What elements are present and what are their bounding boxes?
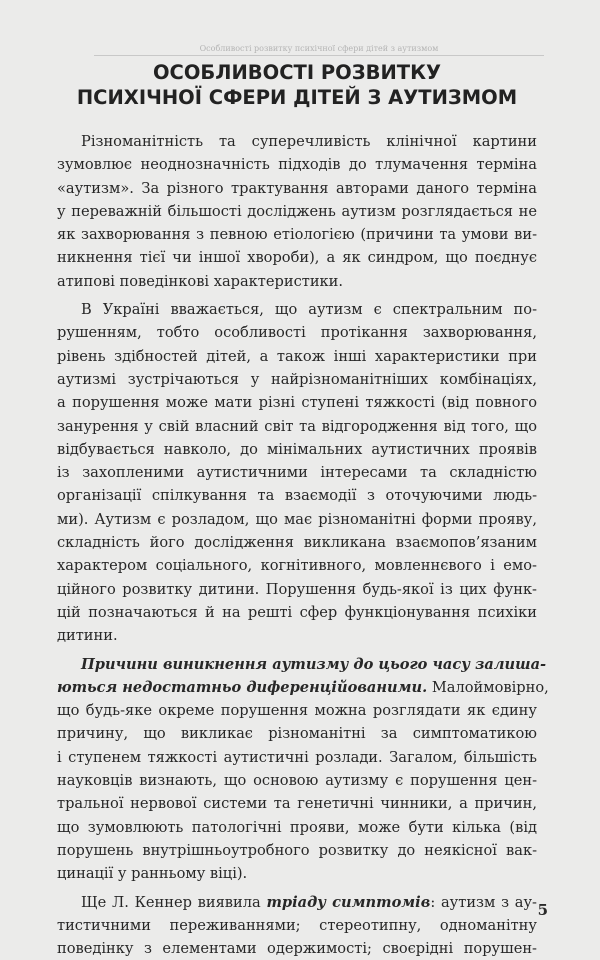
emphasis-text: ються недостатньо диференційованими. — [57, 679, 427, 696]
page-number: 5 — [538, 901, 548, 919]
text-line: організації спілкування та взаємодії з оточуючими людь- — [57, 484, 537, 507]
text-line: порушень внутрішньоутробного розвитку до неякісної вак- — [57, 839, 537, 862]
text-line: никнення тієї чи іншої хвороби), а як синдром, що поєднує — [57, 246, 537, 269]
text-line: ційного розвитку дитини. Порушення будь-якої із цих функ- — [57, 578, 537, 601]
text-line: що зумовлюють патологічні прояви, може бути кілька (від — [57, 816, 537, 839]
text-line: зумовлює неоднозначність підходів до тлумачення терміна — [57, 153, 537, 176]
text-line: В Україні вважається, що аутизм є спектральним по- — [57, 298, 537, 321]
emphasis-text: Причини виникнення аутизму до цього часу залиша- — [57, 653, 537, 676]
text-line: а порушення може мати різні ступені тяжкості (від повного — [57, 391, 537, 414]
text-line: причину, що викликає різноманітні за симптоматикою — [57, 722, 537, 745]
text-line: науковців визнають, що основою аутизму є порушення цен- — [57, 769, 537, 792]
text-line: рівень здібностей дітей, а також інші характеристики при — [57, 345, 537, 368]
text-line: як захворювання з певною етіологією (причини та умови ви- — [57, 223, 537, 246]
emphasis-text: тріаду симптомів — [266, 894, 430, 911]
body-text — [57, 130, 537, 960]
paragraph-2 — [57, 298, 537, 647]
page-title — [64, 60, 530, 110]
text-line: складність його дослідження викликана взаємопов’язаним — [57, 531, 537, 554]
text-line — [57, 891, 537, 914]
text-line — [57, 676, 537, 699]
paragraph-1 — [57, 130, 537, 293]
running-header: Особливості розвитку психічної сфери дітей з аутизмом — [94, 44, 544, 56]
text-fragment: Малоймовірно, — [427, 679, 549, 696]
text-line: поведінку з елементами одержимості; своєрідні порушен- — [57, 937, 537, 960]
text-line: занурення у свій власний світ та відгородження від того, що — [57, 415, 537, 438]
text-line: рушенням, тобто особливості протікання захворювання, — [57, 321, 537, 344]
paragraph-3 — [57, 653, 537, 886]
text-line: відбувається навколо, до мінімальних аутистичних проявів — [57, 438, 537, 461]
text-line: Різноманітність та суперечливість клінічної картини — [57, 130, 537, 153]
text-line: цинації у ранньому віці). — [57, 862, 537, 885]
text-line: тистичними переживаннями; стереотипну, одноманітну — [57, 914, 537, 937]
text-line: аутизмі зустрічаються у найрізноманітніших комбінаціях, — [57, 368, 537, 391]
text-line: тральної нервової системи та генетичні чинники, а причин, — [57, 792, 537, 815]
text-line: дитини. — [57, 624, 537, 647]
text-line: «аутизм». За різного трактування авторами даного терміна — [57, 177, 537, 200]
paragraph-4 — [57, 891, 537, 960]
text-line: із захопленими аутистичними інтересами та складністю — [57, 461, 537, 484]
page-title-line-1: ОСОБЛИВОСТІ РОЗВИТКУ — [64, 60, 530, 85]
text-line: характером соціального, когнітивного, мовленнєвого і емо- — [57, 554, 537, 577]
text-fragment: Ще Л. Кеннер виявила — [81, 894, 266, 911]
text-line: ми). Аутизм є розладом, що має різноманітні форми прояву, — [57, 508, 537, 531]
text-line: у переважній більшості досліджень аутизм розглядається не — [57, 200, 537, 223]
text-fragment: : аутизм з ау- — [430, 894, 537, 911]
text-line: і ступенем тяжкості аутистичні розлади. Загалом, більшість — [57, 746, 537, 769]
text-line: атипові поведінкові характеристики. — [57, 270, 537, 293]
page-title-line-2: ПСИХІЧНОЇ СФЕРИ ДІТЕЙ З АУТИЗМОМ — [64, 85, 530, 110]
text-line: що будь-яке окреме порушення можна розглядати як єдину — [57, 699, 537, 722]
text-line: цій позначаються й на решті сфер функціонування психіки — [57, 601, 537, 624]
